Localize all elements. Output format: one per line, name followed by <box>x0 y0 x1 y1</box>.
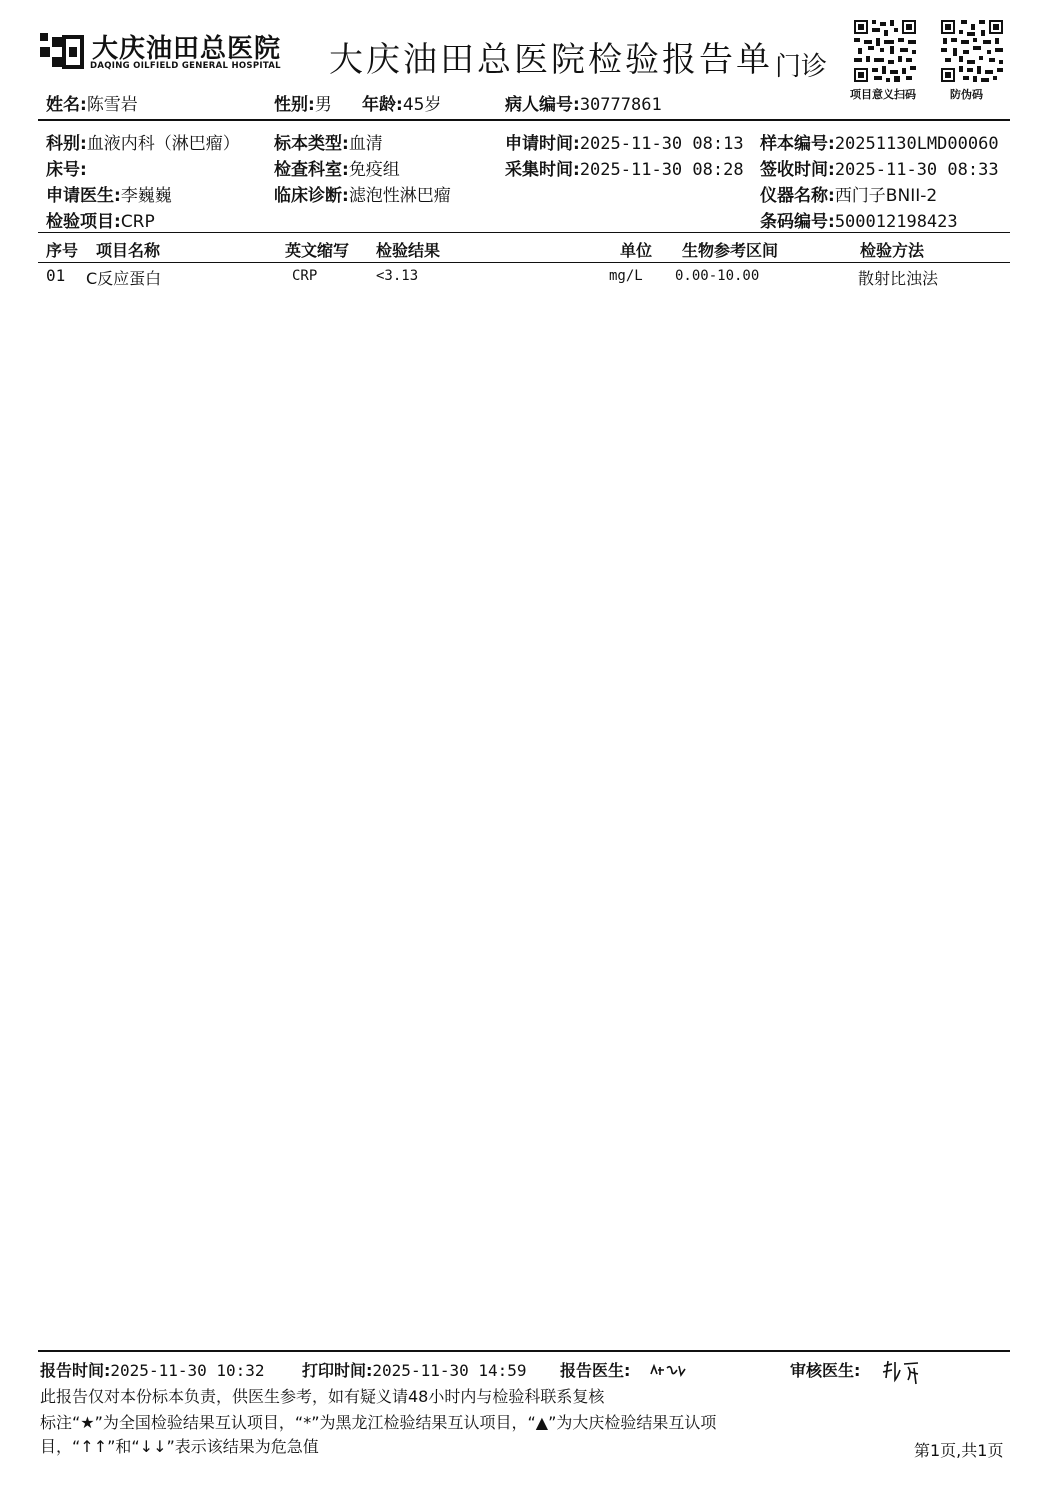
header-divider <box>38 119 1010 121</box>
row-range: 0.00-10.00 <box>675 268 760 284</box>
diagnosis-value: 滤泡性淋巴瘤 <box>348 186 451 206</box>
col-result: 检验结果 <box>376 241 441 260</box>
review-doctor-label: 审核医生: <box>790 1361 861 1380</box>
note-line-2: 目，“↑↑”和“↓↓”表示该结果为危急值 <box>40 1437 319 1456</box>
patient-sex-row <box>274 90 332 115</box>
patient-id-row <box>505 90 662 115</box>
qr-code-icon <box>854 20 916 82</box>
row-unit: mg/L <box>609 268 643 284</box>
print-time-label: 打印时间: <box>302 1361 373 1380</box>
test-value: CRP <box>120 212 155 232</box>
row-no: 01 <box>46 266 66 285</box>
receive-time-value: 2025-11-30 08:33 <box>834 160 999 180</box>
anti-fake-qr-icon <box>941 20 1003 82</box>
bed-row <box>46 155 87 180</box>
id-label: 病人编号: <box>505 95 580 115</box>
dept-row <box>46 129 240 154</box>
table-header-divider <box>38 262 1010 263</box>
collect-time-row <box>505 155 744 180</box>
hospital-logo-text: 大庆油田总医院 <box>92 34 282 64</box>
col-unit: 单位 <box>620 241 653 260</box>
col-abbr: 英文缩写 <box>285 241 350 260</box>
dept-value: 血液内科（淋巴瘤） <box>86 134 240 154</box>
specimen-value: 血清 <box>348 134 383 154</box>
receive-time-row <box>760 155 999 180</box>
test-label: 检验项目: <box>46 212 121 232</box>
collect-time-label: 采集时间: <box>505 160 580 180</box>
col-method: 检验方法 <box>860 241 925 260</box>
report-title: 大庆油田总医院检验报告单 <box>329 40 773 80</box>
sample-no-value: 20251130LMD00060 <box>834 134 999 154</box>
patient-name-row <box>46 90 138 115</box>
dept-label: 科别: <box>46 134 87 154</box>
name-label: 姓名: <box>46 95 87 115</box>
lab-label: 检查科室: <box>274 160 349 180</box>
col-no: 序号 <box>46 241 79 260</box>
patient-name: 陈雪岩 <box>86 95 138 115</box>
request-time-row <box>505 129 744 154</box>
lab-value: 免疫组 <box>348 160 400 180</box>
hospital-logo-icon <box>40 33 88 71</box>
qr-caption-meaning: 项目意义扫码 <box>850 88 916 101</box>
report-doctor-signature <box>648 1360 688 1380</box>
request-time-label: 申请时间: <box>505 134 580 154</box>
review-doctor-row <box>790 1358 860 1381</box>
row-abbr: CRP <box>292 268 318 284</box>
collect-time-value: 2025-11-30 08:28 <box>579 160 744 180</box>
col-range: 生物参考区间 <box>682 241 779 260</box>
lab-row <box>274 155 400 180</box>
sex-label: 性别: <box>274 95 315 115</box>
footer-divider <box>38 1350 1010 1352</box>
qr-caption-antifake: 防伪码 <box>950 88 983 101</box>
sample-no-row <box>760 129 999 154</box>
bed-label: 床号: <box>46 160 87 180</box>
doctor-row <box>46 181 172 206</box>
doctor-label: 申请医生: <box>46 186 121 206</box>
specimen-row <box>274 129 383 154</box>
specimen-label: 标本类型: <box>274 134 349 154</box>
instrument-row <box>760 181 937 206</box>
request-time-value: 2025-11-30 08:13 <box>579 134 744 154</box>
row-method: 散射比浊法 <box>858 269 939 288</box>
info-divider <box>38 232 1010 233</box>
instrument-value: 西门子BNII-2 <box>834 186 938 206</box>
print-time-value: 2025-11-30 14:59 <box>372 1361 527 1380</box>
receive-time-label: 签收时间: <box>760 160 835 180</box>
hospital-logo-english: DAQING OILFIELD GENERAL HOSPITAL <box>90 61 281 71</box>
patient-age-row <box>362 90 441 115</box>
report-time-row <box>40 1358 265 1381</box>
disclaimer: 此报告仅对本份标本负责，供医生参考，如有疑义请48小时内与检验科联系复核 <box>40 1387 605 1406</box>
report-doctor-row <box>560 1358 630 1381</box>
patient-id: 30777861 <box>579 95 662 115</box>
barcode-label: 条码编号: <box>760 212 835 232</box>
row-name: C反应蛋白 <box>86 269 162 288</box>
col-name: 项目名称 <box>96 241 161 260</box>
patient-age: 45岁 <box>402 95 442 115</box>
patient-sex: 男 <box>314 95 332 115</box>
barcode-value: 500012198423 <box>834 212 958 232</box>
doctor-value: 李巍巍 <box>120 186 172 206</box>
page-number: 第1页,共1页 <box>914 1441 1004 1460</box>
diagnosis-row <box>274 181 451 206</box>
report-time-value: 2025-11-30 10:32 <box>110 1361 265 1380</box>
report-time-label: 报告时间: <box>40 1361 111 1380</box>
barcode-row <box>760 207 958 232</box>
print-time-row <box>302 1358 527 1381</box>
instrument-label: 仪器名称: <box>760 186 835 206</box>
diagnosis-label: 临床诊断: <box>274 186 349 206</box>
age-label: 年龄: <box>362 95 403 115</box>
note-line-1: 标注“★”为全国检验结果互认项目，“*”为黑龙江检验结果互认项目，“▲”为大庆检验结果互认项 <box>40 1413 717 1432</box>
clinic-type: 门诊 <box>775 52 828 82</box>
report-doctor-label: 报告医生: <box>560 1361 631 1380</box>
test-row <box>46 207 155 232</box>
review-doctor-signature <box>880 1358 922 1386</box>
row-result: <3.13 <box>376 268 419 284</box>
sample-no-label: 样本编号: <box>760 134 835 154</box>
